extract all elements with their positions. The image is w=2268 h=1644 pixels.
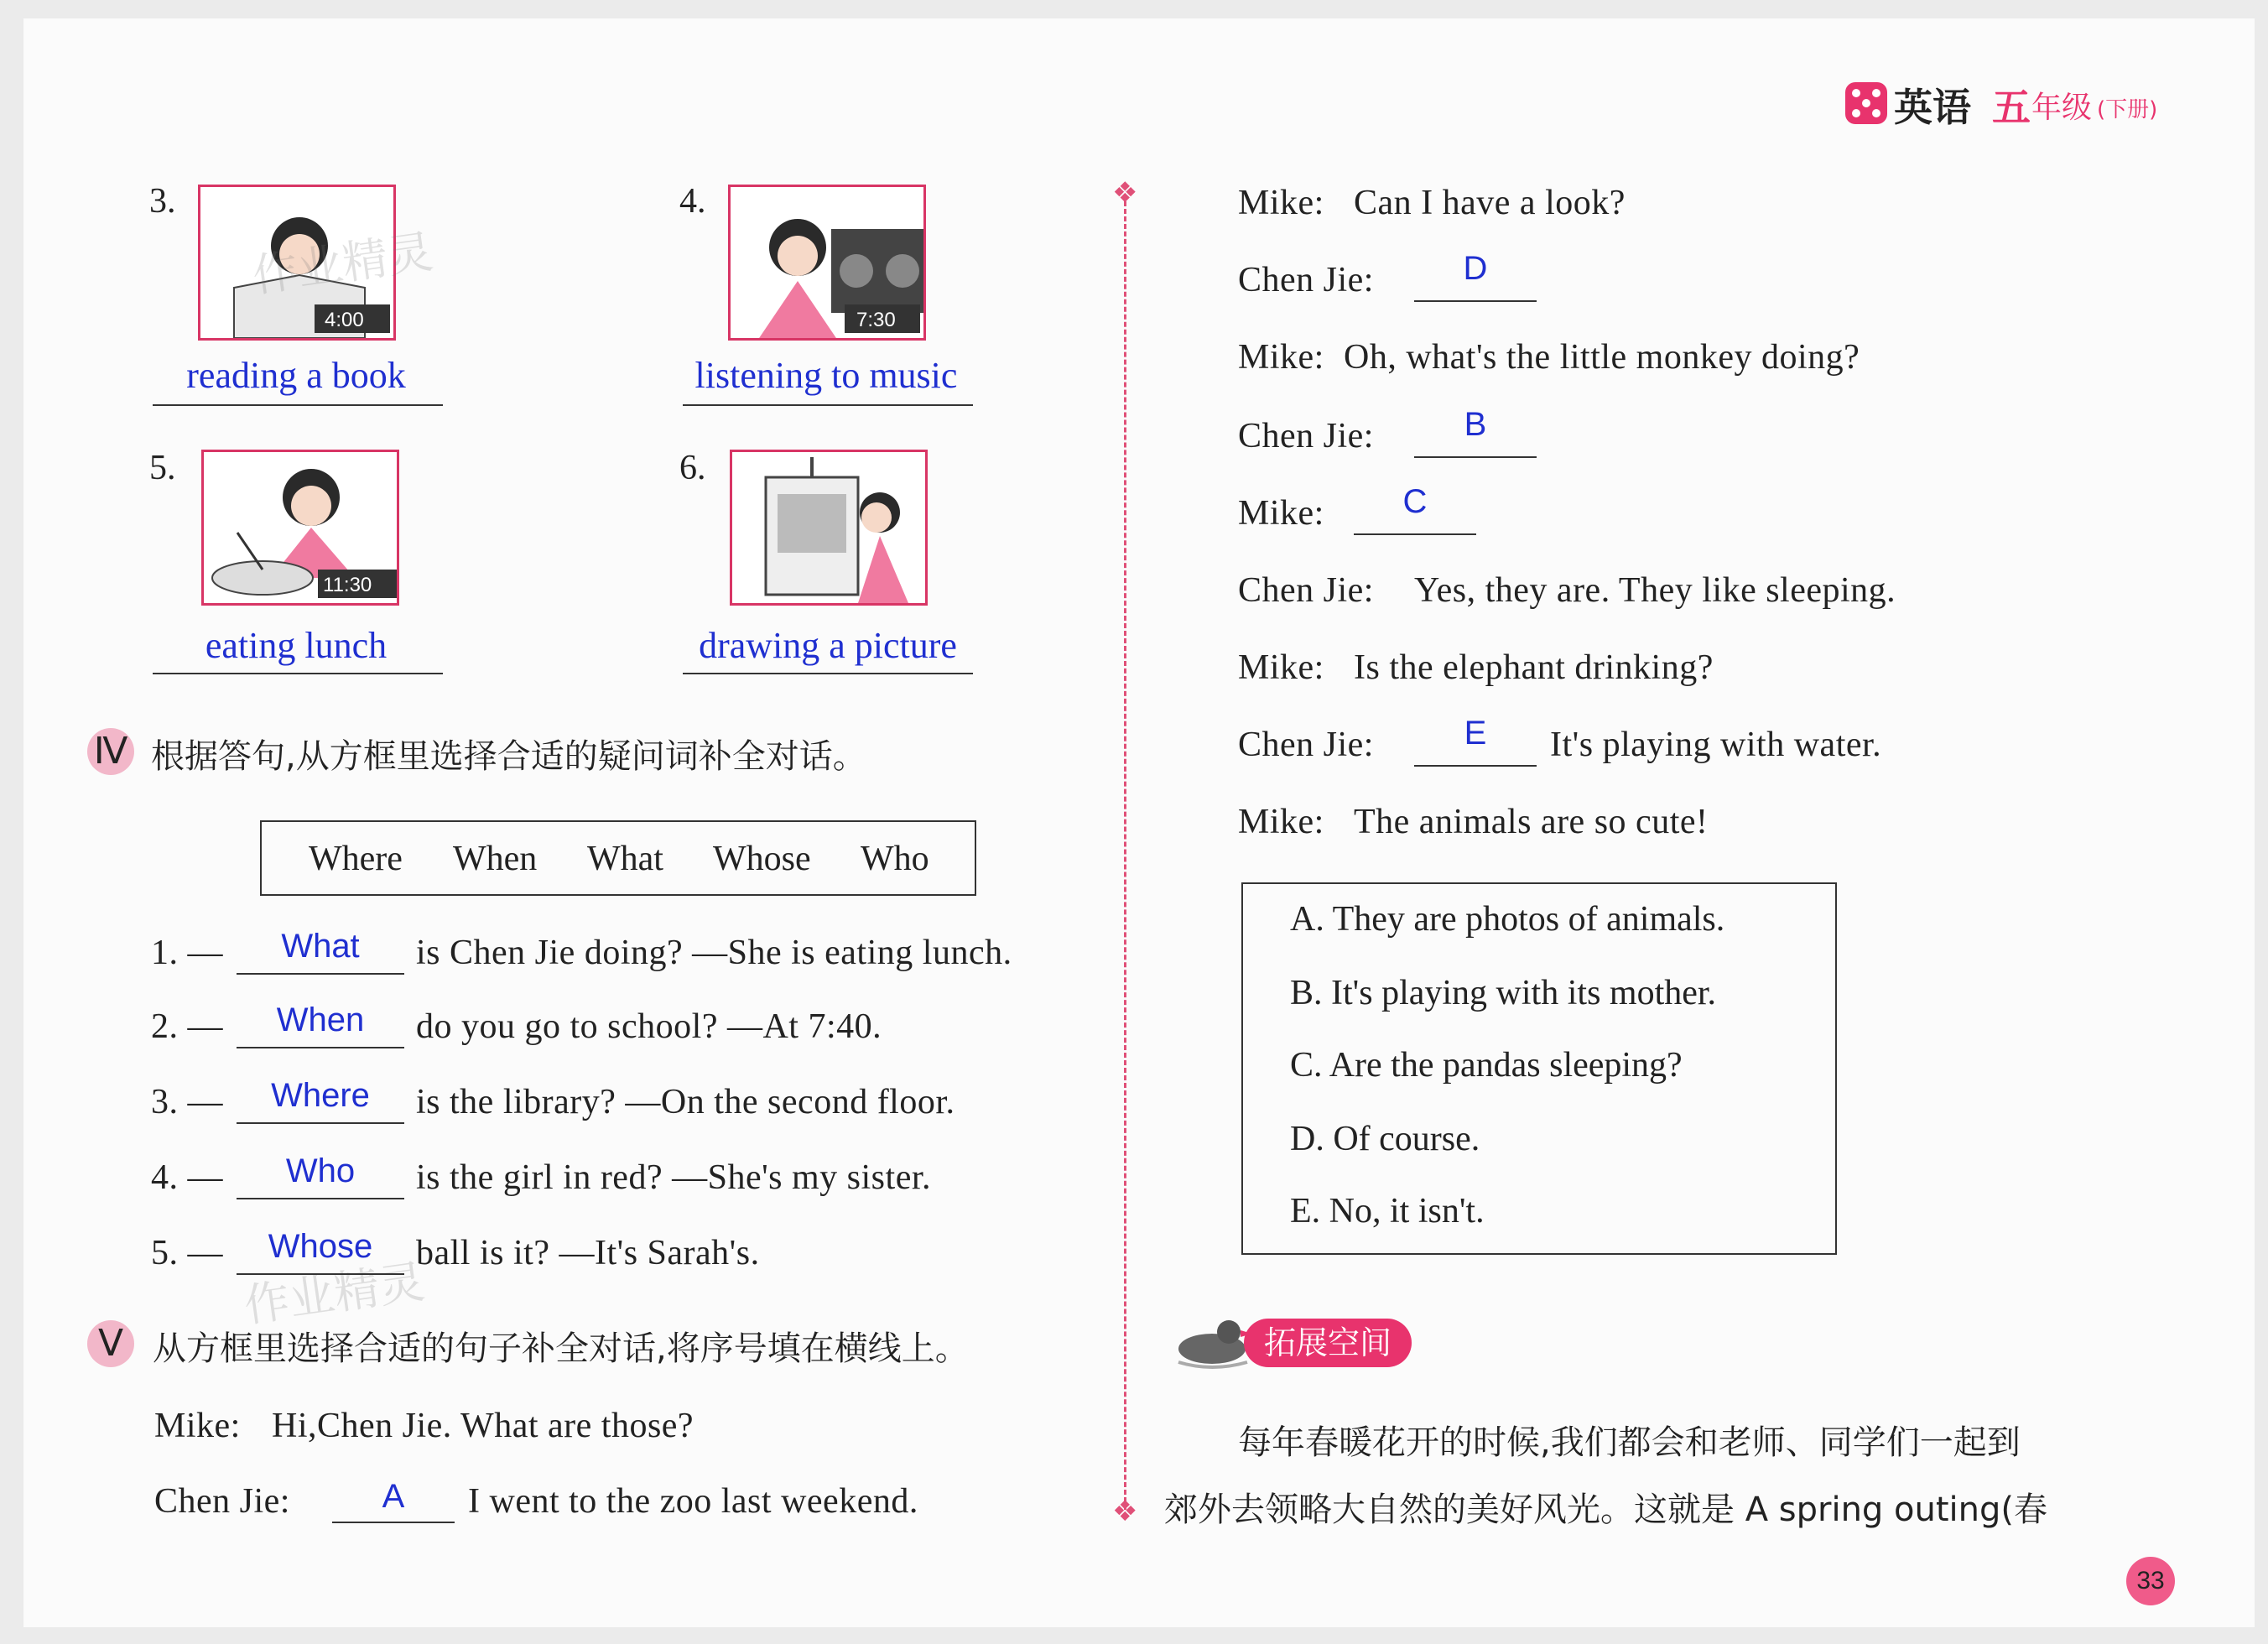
dialogue-answer: B	[1464, 406, 1487, 443]
answer-reading-book: reading a book	[186, 355, 406, 396]
word-option: Where	[309, 840, 403, 878]
question-text: do you go to school? —At 7:40.	[416, 1007, 882, 1046]
sentence-option: D. Of course.	[1290, 1120, 1480, 1158]
clock-display: 11:30	[323, 574, 372, 596]
picture-drawing-picture	[730, 450, 928, 606]
question-answer: What	[281, 928, 360, 965]
dialogue-speaker: Chen Jie:	[1238, 726, 1374, 764]
dialogue-text: It's playing with water.	[1550, 726, 1882, 764]
dialogue-text: I went to the zoo last weekend.	[468, 1482, 918, 1521]
dialogue-text: Hi,Chen Jie. What are those?	[272, 1407, 694, 1445]
page-divider	[1124, 201, 1126, 1510]
word-option: Who	[861, 840, 929, 878]
dialogue-text: The animals are so cute!	[1354, 803, 1709, 841]
answer-line	[683, 404, 973, 406]
header-volume: (下册)	[2097, 97, 2158, 122]
divider-arrow-icon: ❖	[1112, 1495, 1138, 1528]
dialogue-answer: E	[1464, 715, 1487, 752]
picture-listening-music	[728, 185, 926, 341]
word-option: What	[587, 840, 663, 878]
question-number: 1. —	[151, 934, 223, 972]
picture-eating-lunch	[201, 450, 399, 606]
question-number: 2. —	[151, 1007, 223, 1046]
answer-blank	[332, 1522, 455, 1523]
clock-display: 4:00	[325, 309, 364, 331]
dialogue-text: Is the elephant drinking?	[1354, 648, 1714, 687]
answer-blank	[237, 973, 404, 975]
sentence-option: A. They are photos of animals.	[1290, 900, 1725, 939]
question-answer: Where	[271, 1077, 370, 1114]
dialogue-speaker: Chen Jie:	[1238, 261, 1374, 299]
question-number: 3. —	[151, 1083, 223, 1121]
question-text: is Chen Jie doing? —She is eating lunch.	[416, 934, 1012, 972]
watermark: 作业精灵	[249, 225, 436, 303]
sentence-options-box	[1241, 882, 1837, 1255]
dialogue-speaker: Mike:	[1238, 338, 1324, 377]
dialogue-speaker: Mike:	[1238, 803, 1324, 841]
dialogue-answer: A	[382, 1478, 405, 1515]
divider-arrow-icon: ❖	[1112, 176, 1138, 210]
header-subject: 英语	[1894, 85, 1971, 130]
word-option: Whose	[713, 840, 811, 878]
word-option: When	[453, 840, 538, 878]
extension-title: 拓展空间	[1244, 1319, 1412, 1367]
sentence-option: E. No, it isn't.	[1290, 1192, 1485, 1230]
dialogue-speaker: Chen Jie:	[154, 1482, 290, 1521]
answer-blank	[237, 1122, 404, 1124]
question-answer: When	[276, 1001, 365, 1038]
question-text: is the girl in red? —She's my sister.	[416, 1158, 932, 1197]
answer-blank	[237, 1198, 404, 1199]
sentence-option: C. Are the pandas sleeping?	[1290, 1046, 1683, 1085]
dialogue-speaker: Chen Jie:	[1238, 417, 1374, 455]
answer-drawing-picture: drawing a picture	[699, 625, 957, 666]
header-grade-word: 年级	[2031, 91, 2093, 125]
dialogue-text: Yes, they are. They like sleeping.	[1414, 571, 1896, 610]
section-5-title: 从方框里选择合适的句子补全对话,将序号填在横线上。	[153, 1329, 969, 1368]
answer-blank	[1414, 300, 1537, 302]
answer-eating-lunch: eating lunch	[205, 625, 388, 666]
section-5-badge: Ⅴ	[87, 1320, 134, 1367]
extension-banner	[1170, 1308, 1422, 1376]
sentence-option: B. It's playing with its mother.	[1290, 974, 1717, 1012]
extension-paragraph-line: 每年春暖花开的时候,我们都会和老师、同学们一起到	[1238, 1423, 2021, 1462]
answer-blank	[237, 1273, 404, 1275]
picture-item-number: 4.	[679, 182, 706, 221]
picture-item-number: 6.	[679, 449, 706, 487]
answer-line	[683, 673, 973, 674]
clock-display: 7:30	[856, 309, 896, 331]
picture-item-number: 5.	[149, 449, 176, 487]
page-number: 33	[2126, 1557, 2175, 1605]
question-text: ball is it? —It's Sarah's.	[416, 1234, 760, 1272]
question-text: is the library? —On the second floor.	[416, 1083, 955, 1121]
dialogue-speaker: Mike:	[1238, 648, 1324, 687]
picture-item-number: 3.	[149, 182, 176, 221]
answer-listening-music: listening to music	[694, 355, 958, 396]
answer-blank	[1354, 533, 1476, 535]
extension-paragraph-line: 郊外去领略大自然的美好风光。这就是 A spring outing(春	[1164, 1491, 2048, 1529]
watermark: 作业精灵	[241, 1255, 428, 1333]
word-bank-box	[260, 820, 976, 896]
bird-icon	[1170, 1308, 1254, 1376]
dice-logo-icon	[1845, 82, 1887, 124]
answer-blank	[1414, 456, 1537, 458]
question-answer: Whose	[268, 1228, 373, 1265]
answer-line	[153, 673, 443, 674]
answer-blank	[1414, 765, 1537, 767]
dialogue-answer: C	[1402, 483, 1428, 520]
dialogue-text: Oh, what's the little monkey doing?	[1344, 338, 1860, 377]
dialogue-speaker: Mike:	[1238, 494, 1324, 533]
answer-line	[153, 404, 443, 406]
section-4-title: 根据答句,从方框里选择合适的疑问词补全对话。	[151, 737, 866, 776]
question-number: 4. —	[151, 1158, 223, 1197]
dialogue-answer: D	[1463, 250, 1488, 287]
section-4-badge: Ⅳ	[87, 728, 134, 775]
question-answer: Who	[285, 1152, 356, 1189]
dialogue-speaker: Mike:	[154, 1407, 241, 1445]
header-grade-number: 五	[1992, 85, 2031, 130]
question-number: 5. —	[151, 1234, 223, 1272]
dialogue-speaker: Mike:	[1238, 184, 1324, 222]
dialogue-speaker: Chen Jie:	[1238, 571, 1374, 610]
dialogue-text: Can I have a look?	[1354, 184, 1626, 222]
answer-blank	[237, 1047, 404, 1048]
